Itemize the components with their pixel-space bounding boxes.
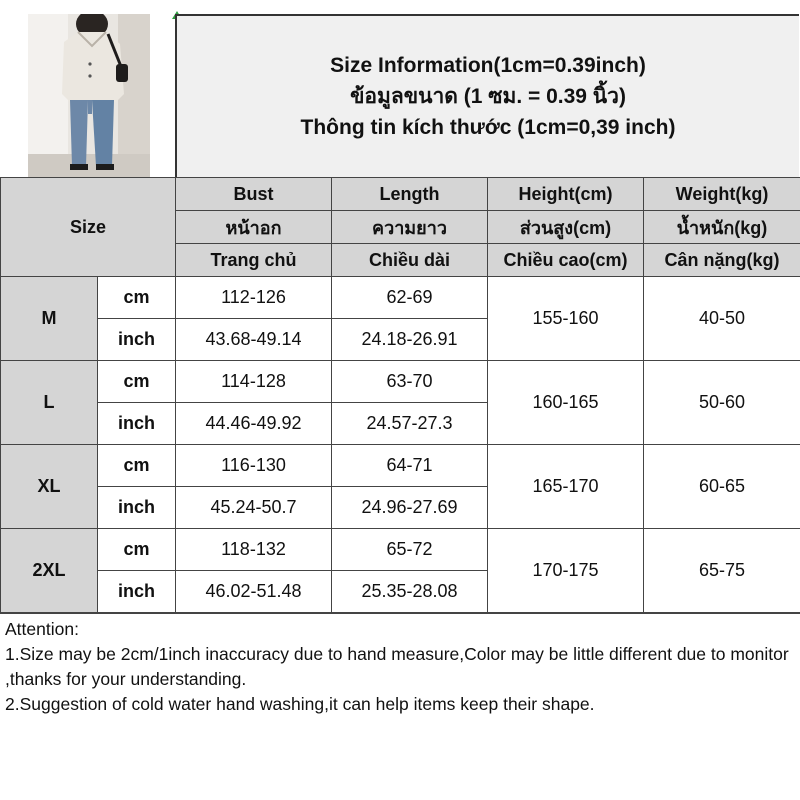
table-row — [1, 445, 800, 487]
unit-label: inch — [98, 571, 176, 613]
header-title-th: ข้อมูลขนาด (1 ซม. = 0.39 นิ้ว) — [350, 85, 626, 108]
model-photo-image — [0, 14, 175, 177]
length-inch: 24.96-27.69 — [332, 487, 488, 529]
table-row — [1, 529, 800, 571]
size-label: 2XL — [1, 529, 98, 613]
unit-label: cm — [98, 277, 176, 319]
height-header-th: ส่วนสูง(cm) — [488, 211, 644, 244]
size-label: M — [1, 277, 98, 361]
product-photo — [0, 14, 176, 177]
weight-header-en: Weight(kg) — [644, 178, 800, 211]
notes-line-1: 1.Size may be 2cm/1inch inaccuracy due to hand measure,Color may be little different due to monitor ,thanks for your understanding. — [5, 644, 789, 689]
height-value: 155-160 — [488, 277, 644, 361]
table-header-row-en — [1, 178, 800, 211]
bust-inch: 45.24-50.7 — [176, 487, 332, 529]
size-table — [0, 177, 800, 613]
attention-notes — [0, 613, 800, 800]
unit-label: inch — [98, 487, 176, 529]
notes-line-2: 2.Suggestion of cold water hand washing,it can help items keep their shape. — [5, 694, 595, 714]
weight-header-th: น้ำหนัก(kg) — [644, 211, 800, 244]
notes-title: Attention: — [5, 619, 79, 639]
bust-header-th: หน้าอก — [176, 211, 332, 244]
size-info-header — [175, 14, 799, 177]
weight-header-vi: Cân nặng(kg) — [644, 244, 800, 277]
length-header-vi: Chiều dài — [332, 244, 488, 277]
height-header-vi: Chiều cao(cm) — [488, 244, 644, 277]
length-header-th: ความยาว — [332, 211, 488, 244]
bust-inch: 46.02-51.48 — [176, 571, 332, 613]
size-label: L — [1, 361, 98, 445]
bust-header-en: Bust — [176, 178, 332, 211]
length-inch: 25.35-28.08 — [332, 571, 488, 613]
unit-label: cm — [98, 361, 176, 403]
length-inch: 24.18-26.91 — [332, 319, 488, 361]
length-inch: 24.57-27.3 — [332, 403, 488, 445]
bust-cm: 112-126 — [176, 277, 332, 319]
header-title-vi: Thông tin kích thước (1cm=0,39 inch) — [300, 116, 676, 139]
weight-value: 65-75 — [644, 529, 800, 613]
unit-label: inch — [98, 319, 176, 361]
size-label: XL — [1, 445, 98, 529]
table-row — [1, 361, 800, 403]
weight-value: 50-60 — [644, 361, 800, 445]
table-row — [1, 277, 800, 319]
size-column-header: Size — [1, 178, 176, 277]
header-title-en: Size Information(1cm=0.39inch) — [330, 54, 646, 77]
unit-label: cm — [98, 445, 176, 487]
height-value: 160-165 — [488, 361, 644, 445]
bust-cm: 116-130 — [176, 445, 332, 487]
height-value: 165-170 — [488, 445, 644, 529]
bust-inch: 44.46-49.92 — [176, 403, 332, 445]
height-value: 170-175 — [488, 529, 644, 613]
length-cm: 65-72 — [332, 529, 488, 571]
bust-inch: 43.68-49.14 — [176, 319, 332, 361]
bust-header-vi: Trang chủ — [176, 244, 332, 277]
length-cm: 62-69 — [332, 277, 488, 319]
weight-value: 40-50 — [644, 277, 800, 361]
length-cm: 64-71 — [332, 445, 488, 487]
weight-value: 60-65 — [644, 445, 800, 529]
unit-label: inch — [98, 403, 176, 445]
unit-label: cm — [98, 529, 176, 571]
bust-cm: 118-132 — [176, 529, 332, 571]
height-header-en: Height(cm) — [488, 178, 644, 211]
bust-cm: 114-128 — [176, 361, 332, 403]
length-cm: 63-70 — [332, 361, 488, 403]
length-header-en: Length — [332, 178, 488, 211]
